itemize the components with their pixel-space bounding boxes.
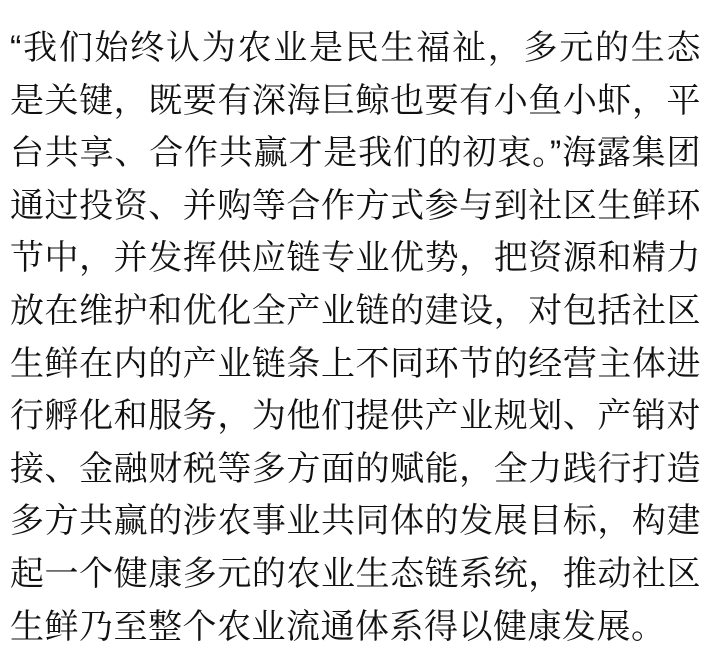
article-paragraph: “我们始终认为农业是民生福祉，多元的生态是关键，既要有深海巨鲸也要有小鱼小虾，平台共享、合作共赢才是我们的初衷。”海露集团通过投资、并购等合作方式参与到社区生鲜环节中，并发挥供应链专业优势，把资源和精力放在维护和优化全产业链的建设，对包括社区生鲜在内的产业链条上不同环节的经营主体进行孵化和服务，为他们提供产业规划、产销对接、金融财税等多方面的赋能，全力践行打造多方共赢的涉农事业共同体的发展目标，构建起一个健康多元的农业生态链系统，推动社区生鲜乃至整个农业流通体系得以健康发展。 (10, 29, 701, 646)
